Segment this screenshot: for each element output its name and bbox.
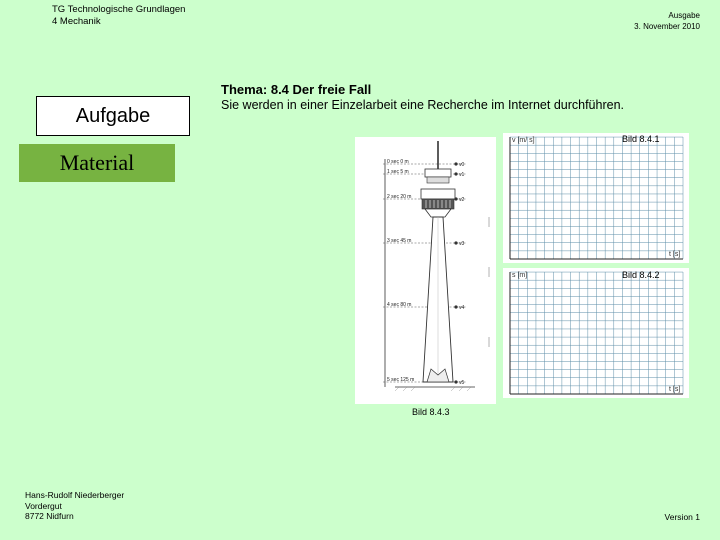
tower-mark-5: 5 sec 125 m	[387, 377, 415, 383]
distance-xaxis-label: t [s]	[669, 386, 681, 393]
velocity-grid	[510, 137, 683, 259]
tower-mark-4: 4 sec 80 m	[387, 302, 412, 308]
tower-v5: v5	[459, 380, 465, 386]
fig-caption-8-4-1: Bild 8.4.1	[622, 134, 660, 144]
edition-header	[634, 10, 700, 32]
version-label: Version 1	[664, 512, 700, 522]
course-title: TG Technologische Grundlagen	[52, 4, 186, 15]
tower-mark-1: 1 sec 5 m	[387, 169, 409, 175]
author-name: Hans-Rudolf Niederberger	[25, 490, 125, 500]
fig-caption-8-4-2: Bild 8.4.2	[622, 270, 660, 280]
tower-v2: v2	[459, 197, 465, 203]
tower-v4: v4	[459, 305, 465, 311]
author-city: 8772 Nidfurn	[25, 511, 74, 521]
tower-v1: v1	[459, 172, 465, 178]
tower-drawing	[355, 137, 496, 404]
author-street: Vordergut	[25, 500, 62, 511]
aufgabe-box: Aufgabe	[36, 96, 190, 136]
course-subtitle: 4 Mechanik	[52, 16, 101, 27]
edition-date: 3. November 2010	[634, 22, 700, 31]
velocity-xaxis-label: t [s]	[669, 251, 681, 258]
edition-label: Ausgabe	[668, 11, 700, 20]
tower-mark-2: 2 sec 20 m	[387, 194, 412, 200]
distance-graph-svg	[503, 268, 689, 398]
velocity-graph-svg	[503, 133, 689, 263]
tower-v0: v0	[459, 162, 465, 168]
tower-v3: v3	[459, 241, 465, 247]
course-header	[52, 4, 185, 28]
task-description: Sie werden in einer Einzelarbeit eine Recherche im Internet durchführen.	[221, 98, 625, 112]
tower-figure	[355, 137, 496, 404]
material-box: Material	[19, 144, 175, 182]
distance-grid	[510, 272, 683, 394]
author-block	[25, 490, 124, 522]
velocity-yaxis-label: v [m/ s]	[512, 137, 535, 144]
tower-mark-0: 0 sec 0 m	[387, 159, 409, 165]
fig-caption-8-4-3: Bild 8.4.3	[412, 407, 450, 417]
distance-yaxis-label: s [m]	[512, 272, 528, 279]
velocity-graph	[503, 133, 689, 263]
topic-title: Thema: 8.4 Der freie Fall	[221, 82, 372, 97]
tower-mark-3: 3 sec 45 m	[387, 238, 412, 244]
distance-graph	[503, 268, 689, 398]
